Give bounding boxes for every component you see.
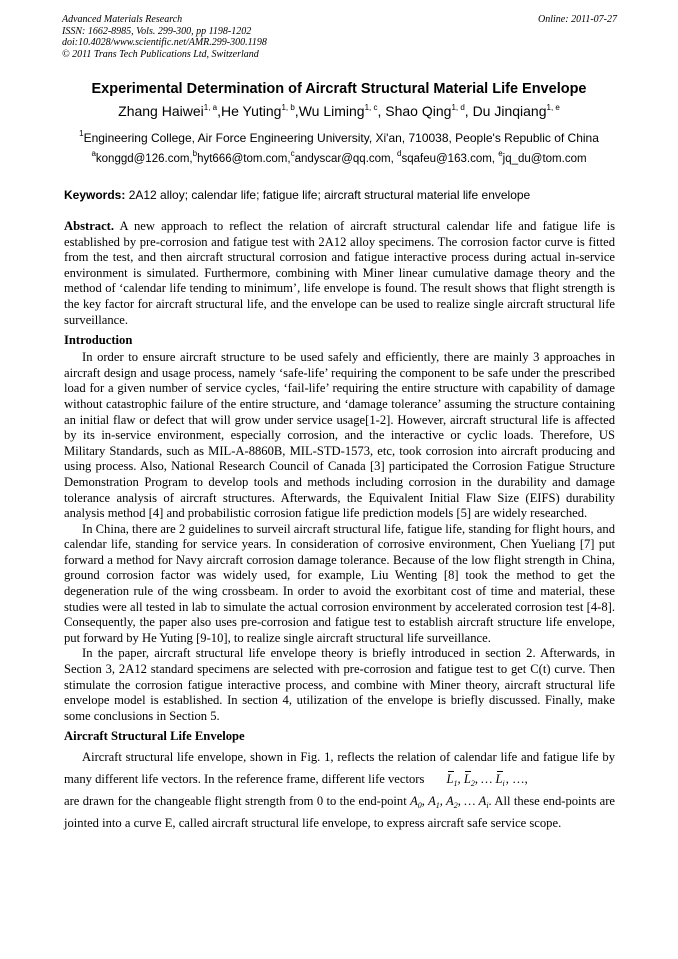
email-list (40, 149, 638, 167)
affiliation-text: Engineering College, Air Force Engineering University, Xi'an, 710038, People's Republic of China (83, 131, 599, 145)
author-sep: , (464, 103, 473, 119)
author-affil-mark: 1, d (451, 103, 465, 112)
keywords-label: Keywords: (64, 188, 126, 202)
envelope-text: are drawn for the changeable flight strength from 0 to the end-point (64, 794, 411, 809)
email-mark: c (290, 149, 295, 158)
author-name: Du Jinqiang (472, 103, 547, 119)
doi-line: doi:10.4028/www.scientific.net/AMR.299-300.1198 (62, 37, 267, 48)
author-name: Zhang Haiwei (118, 103, 204, 119)
intro-paragraph: In the paper, aircraft structural life envelope theory is briefly introduced in section 2. Afterwards, in Section 3, 2A12 standard specimens are selected with pre-corrosion and fatigue test to get C(t) curve. Then stimulate the corrosion fatigue interactive process, and combine with Miner theory, aircraft structural life envelope model is established. In section 4, utilization of the envelope is briefly discussed. Finally, make some conclusions in Section 5. (64, 646, 615, 723)
envelope-text: , …, (505, 772, 528, 787)
email-address[interactable]: hyt666@tom.com, (197, 153, 291, 165)
journal-header (62, 14, 617, 60)
end-point-formula: $A_0$, $A_1$, $A_2$, … $A_i$ (410, 794, 489, 811)
email-mark: b (192, 149, 198, 158)
intro-paragraph: In China, there are 2 guidelines to surveil aircraft structural life, fatigue life, standing for flight hours, and calendar life, standing for service years. In consideration of corrosive environment, Chen Yueliang [7] put forward a method for Navy aircraft corrosion damage tolerance. Because of the low flight strength in China, ground corrosion factor was widely used, for example, Liu Wenting [8] took the method to get the degeneration rule of the wing crossbeam. In order to avoid the exorbitant cost of time and material, these studies were all tested in lab to simulate the actual corrosion environment by accelerated corrosion test [4-8]. Consequently, the paper also uses pre-corrosion and fatigue test to establish aircraft structure life envelope, put forward by He Yuting [9-10], to realize single aircraft structural life surveillance. (64, 521, 615, 645)
email-address[interactable]: konggd@126.com, (95, 153, 193, 165)
envelope-text: . All these end-points are jointed into a curve E, called aircraft structural life envelope, to express aircraft safe service scope. (64, 794, 615, 831)
author-affil-mark: 1, a (203, 103, 218, 112)
author-affil-mark: 1, c (364, 103, 378, 112)
author-name: Wu Liming (298, 103, 365, 119)
keywords (64, 188, 624, 203)
paper-body (64, 219, 615, 834)
envelope-text: Aircraft structural life envelope, shown in Fig. 1, reflects the relation of calendar life and fatigue life by many different life vectors. In the reference frame, different life vectors (64, 750, 615, 787)
email-address[interactable]: jq_du@tom.com (502, 153, 587, 165)
section-heading-introduction: Introduction (64, 333, 133, 348)
life-vector-formula: $L_1$, $L_2$, … $L_i$ (446, 772, 505, 789)
author-name: Shao Qing (385, 103, 452, 119)
keywords-text: 2A12 alloy; calendar life; fatigue life; aircraft structural material life envelope (125, 188, 531, 202)
author-affil-mark: 1, e (546, 103, 560, 112)
paper-title: Experimental Determination of Aircraft Structural Material Life Envelope (91, 81, 587, 97)
journal-name: Advanced Materials Research (62, 14, 183, 25)
email-address[interactable]: andyscar@qq.com, (294, 153, 398, 165)
affiliation-mark: 1 (79, 129, 84, 138)
author-sep: , (377, 103, 386, 119)
email-address[interactable]: sqafeu@163.com, (401, 153, 499, 165)
online-date: Online: 2011-07-27 (538, 14, 617, 25)
section-heading-life-envelope: Aircraft Structural Life Envelope (64, 729, 245, 744)
intro-paragraph: In order to ensure aircraft structure to be used safely and efficiently, there are mainly 3 approaches in aircraft design and usage process, namely ‘safe-life’ requiring the component to be safe under the prescribed load for a given number of service cycles, ‘fail-life’ requiring the entire structure with capability of damage without catastrophic failure of the entire structure, and ‘damage tolerance’ assuming the structure containing an initial flaw or defect that will grow under service usage[1-2]. However, aircraft structural life is affected by its in-service environment, especially corrosion, and the interactive or cyclic loads. Therefore, US Military Standards, such as MIL-A-8860B, MIL-STD-1573, etc, took corrosion into aircraft producing and using process. Also, National Research Council of Canada [3] participated the Corrosion Fatigue Structure Demonstration Program to develop tools and methods including corrosion in the durability and damage tolerance analysis of aircraft structures. Afterwards, the Equivalent Initial Flaw Size (EIFS) durability analysis method [4] and probabilistic corrosion fatigue life prediction models [5] are widely researched. (64, 350, 615, 521)
abstract-label: Abstract. (64, 219, 115, 233)
author-name: He Yuting (220, 103, 282, 119)
envelope-paragraph (64, 746, 615, 790)
abstract (64, 219, 615, 328)
author-list (40, 102, 638, 120)
author-affil-mark: 1, b (281, 103, 295, 112)
abstract-text: A new approach to reflect the relation of aircraft structural calendar life and fatigue life is established by pre-corrosion and fatigue test with 2A12 alloy specimens. The corrosion factor curve is fitted from the test, and then aircraft structural corrosion and fatigue interactive process during actual in-service environment is simulated. Furthermore, combining with Miner linear cumulative damage theory and the method of ‘calendar life tending to minimum’, life envelope is found. The result shows that flight strength is the key factor for aircraft structural life, and the envelope can be used to realize single aircraft structural life surveillance. (64, 219, 615, 327)
email-mark: e (498, 149, 503, 158)
author-sep: , (294, 103, 299, 119)
email-mark: a (91, 149, 96, 158)
issn-line: ISSN: 1662-8985, Vols. 299-300, pp 1198-1202 (62, 25, 252, 37)
envelope-paragraph (64, 790, 615, 834)
email-mark: d (397, 149, 402, 158)
affiliation (40, 131, 638, 146)
author-sep: , (217, 103, 221, 119)
copyright-line: © 2011 Trans Tech Publications Ltd, Switzerland (62, 48, 259, 60)
